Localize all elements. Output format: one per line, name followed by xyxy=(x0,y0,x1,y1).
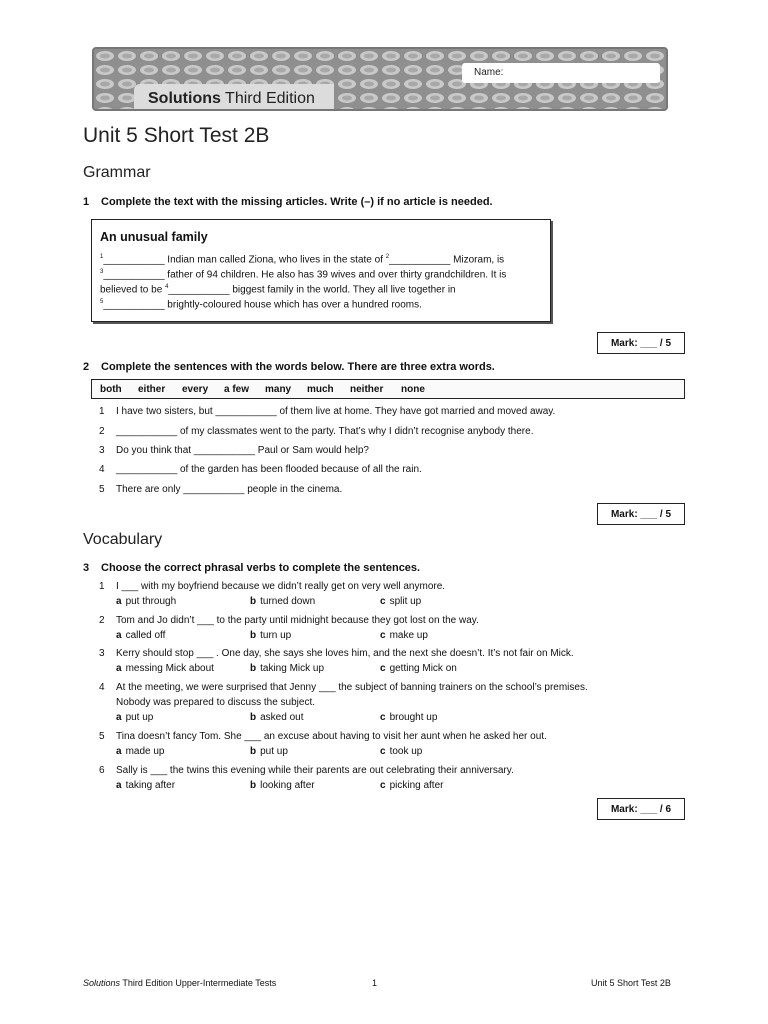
word-option: both xyxy=(100,384,122,395)
option-a[interactable]: a messing Mick about xyxy=(116,663,214,674)
mark-box: Mark: ___ / 5 xyxy=(597,332,685,354)
option-b[interactable]: b turn up xyxy=(250,630,292,641)
brand-logo xyxy=(134,84,334,111)
article-line: believed to be $^4$___________ biggest family in the world. They all live together in xyxy=(100,284,456,296)
q1-instruction: 1 Complete the text with the missing articles. Write (–) if no article is needed. xyxy=(83,196,493,208)
option-c[interactable]: c make up xyxy=(380,630,428,641)
word-option: either xyxy=(138,384,166,395)
sentence-item: 1 I have two sisters, but ___________ of them live at home. They have got married and moved away. xyxy=(99,406,556,417)
grammar-heading: Grammar xyxy=(83,164,151,181)
question-item: 1 I ___ with my boyfriend because we didn’t really get on very well anymore. xyxy=(99,581,446,592)
article-line: $^1$___________ Indian man called Ziona, who lives in the state of $^2$___________ Mizoram, is xyxy=(100,254,505,266)
sentence-item: 4 ___________ of the garden has been flooded because of all the rain. xyxy=(99,464,422,475)
article-line: $^5$___________ brightly-coloured house which has over a hundred rooms. xyxy=(100,299,422,311)
name-field[interactable] xyxy=(462,63,660,83)
article-line: $^3$___________ father of 94 children. He also has 39 wives and over thirty grandchildren. It is xyxy=(100,269,507,281)
vocabulary-heading: Vocabulary xyxy=(83,531,163,548)
sentence-item: 2 ___________ of my classmates went to the party. That’s why I didn’t recognise anybody there. xyxy=(99,426,534,437)
sentence-item: 5 There are only ___________ people in the cinema. xyxy=(99,484,343,495)
option-c[interactable]: c split up xyxy=(380,596,422,607)
question-item-continued: Nobody was prepared to discuss the subject. xyxy=(116,697,315,708)
question-item: 5 Tina doesn’t fancy Tom. She ___ an excuse about having to visit her aunt when he asked her out. xyxy=(99,731,547,742)
option-c[interactable]: c picking after xyxy=(380,780,444,791)
word-option: a few xyxy=(224,384,250,395)
word-option: none xyxy=(401,384,425,395)
mark-box: Mark: ___ / 5 xyxy=(597,503,685,525)
option-a[interactable]: a taking after xyxy=(116,780,176,791)
question-item: 6 Sally is ___ the twins this evening while their parents are out celebrating their anniversary. xyxy=(99,765,514,776)
word-option: neither xyxy=(350,384,384,395)
brand-rest: Third Edition xyxy=(220,90,315,107)
option-c[interactable]: c took up xyxy=(380,746,423,757)
word-option: much xyxy=(307,384,334,395)
option-b[interactable]: b taking Mick up xyxy=(250,663,325,674)
articles-box-title: An unusual family xyxy=(100,230,208,244)
page-title: Unit 5 Short Test 2B xyxy=(83,124,270,147)
mark-box: Mark: ___ / 6 xyxy=(597,798,685,820)
question-item: 3 Kerry should stop ___ . One day, she says she loves him, and the next she doesn’t. It’s not fair on Mick. xyxy=(99,648,574,659)
question-item: 4 At the meeting, we were surprised that Jenny ___ the subject of banning trainers on the school’s premises. xyxy=(99,682,588,693)
option-b[interactable]: b asked out xyxy=(250,712,304,723)
question-item: 2 Tom and Jo didn’t ___ to the party until midnight because they got lost on the way. xyxy=(99,615,479,626)
footer-right: Unit 5 Short Test 2B xyxy=(591,978,671,988)
word-option: many xyxy=(265,384,292,395)
footer-left: Solutions Third Edition Upper-Intermediate Tests xyxy=(83,978,277,988)
option-b[interactable]: b turned down xyxy=(250,596,316,607)
brand-bold: Solutions xyxy=(148,90,221,107)
option-a[interactable]: a put through xyxy=(116,596,177,607)
word-box xyxy=(91,379,685,399)
q3-instruction: 3 Choose the correct phrasal verbs to complete the sentences. xyxy=(83,562,421,574)
option-c[interactable]: c getting Mick on xyxy=(380,663,457,674)
option-a[interactable]: a made up xyxy=(116,746,165,757)
q2-instruction: 2 Complete the sentences with the words below. There are three extra words. xyxy=(83,361,495,373)
option-b[interactable]: b looking after xyxy=(250,780,315,791)
word-option: every xyxy=(182,384,209,395)
name-label: Name: xyxy=(474,67,504,78)
option-b[interactable]: b put up xyxy=(250,746,288,757)
page-number: 1 xyxy=(372,978,378,988)
sentence-item: 3 Do you think that ___________ Paul or Sam would help? xyxy=(99,445,369,456)
option-a[interactable]: a put up xyxy=(116,712,154,723)
articles-text-box xyxy=(91,219,551,322)
option-a[interactable]: a called off xyxy=(116,630,166,641)
header-banner xyxy=(92,47,668,111)
option-c[interactable]: c brought up xyxy=(380,712,438,723)
